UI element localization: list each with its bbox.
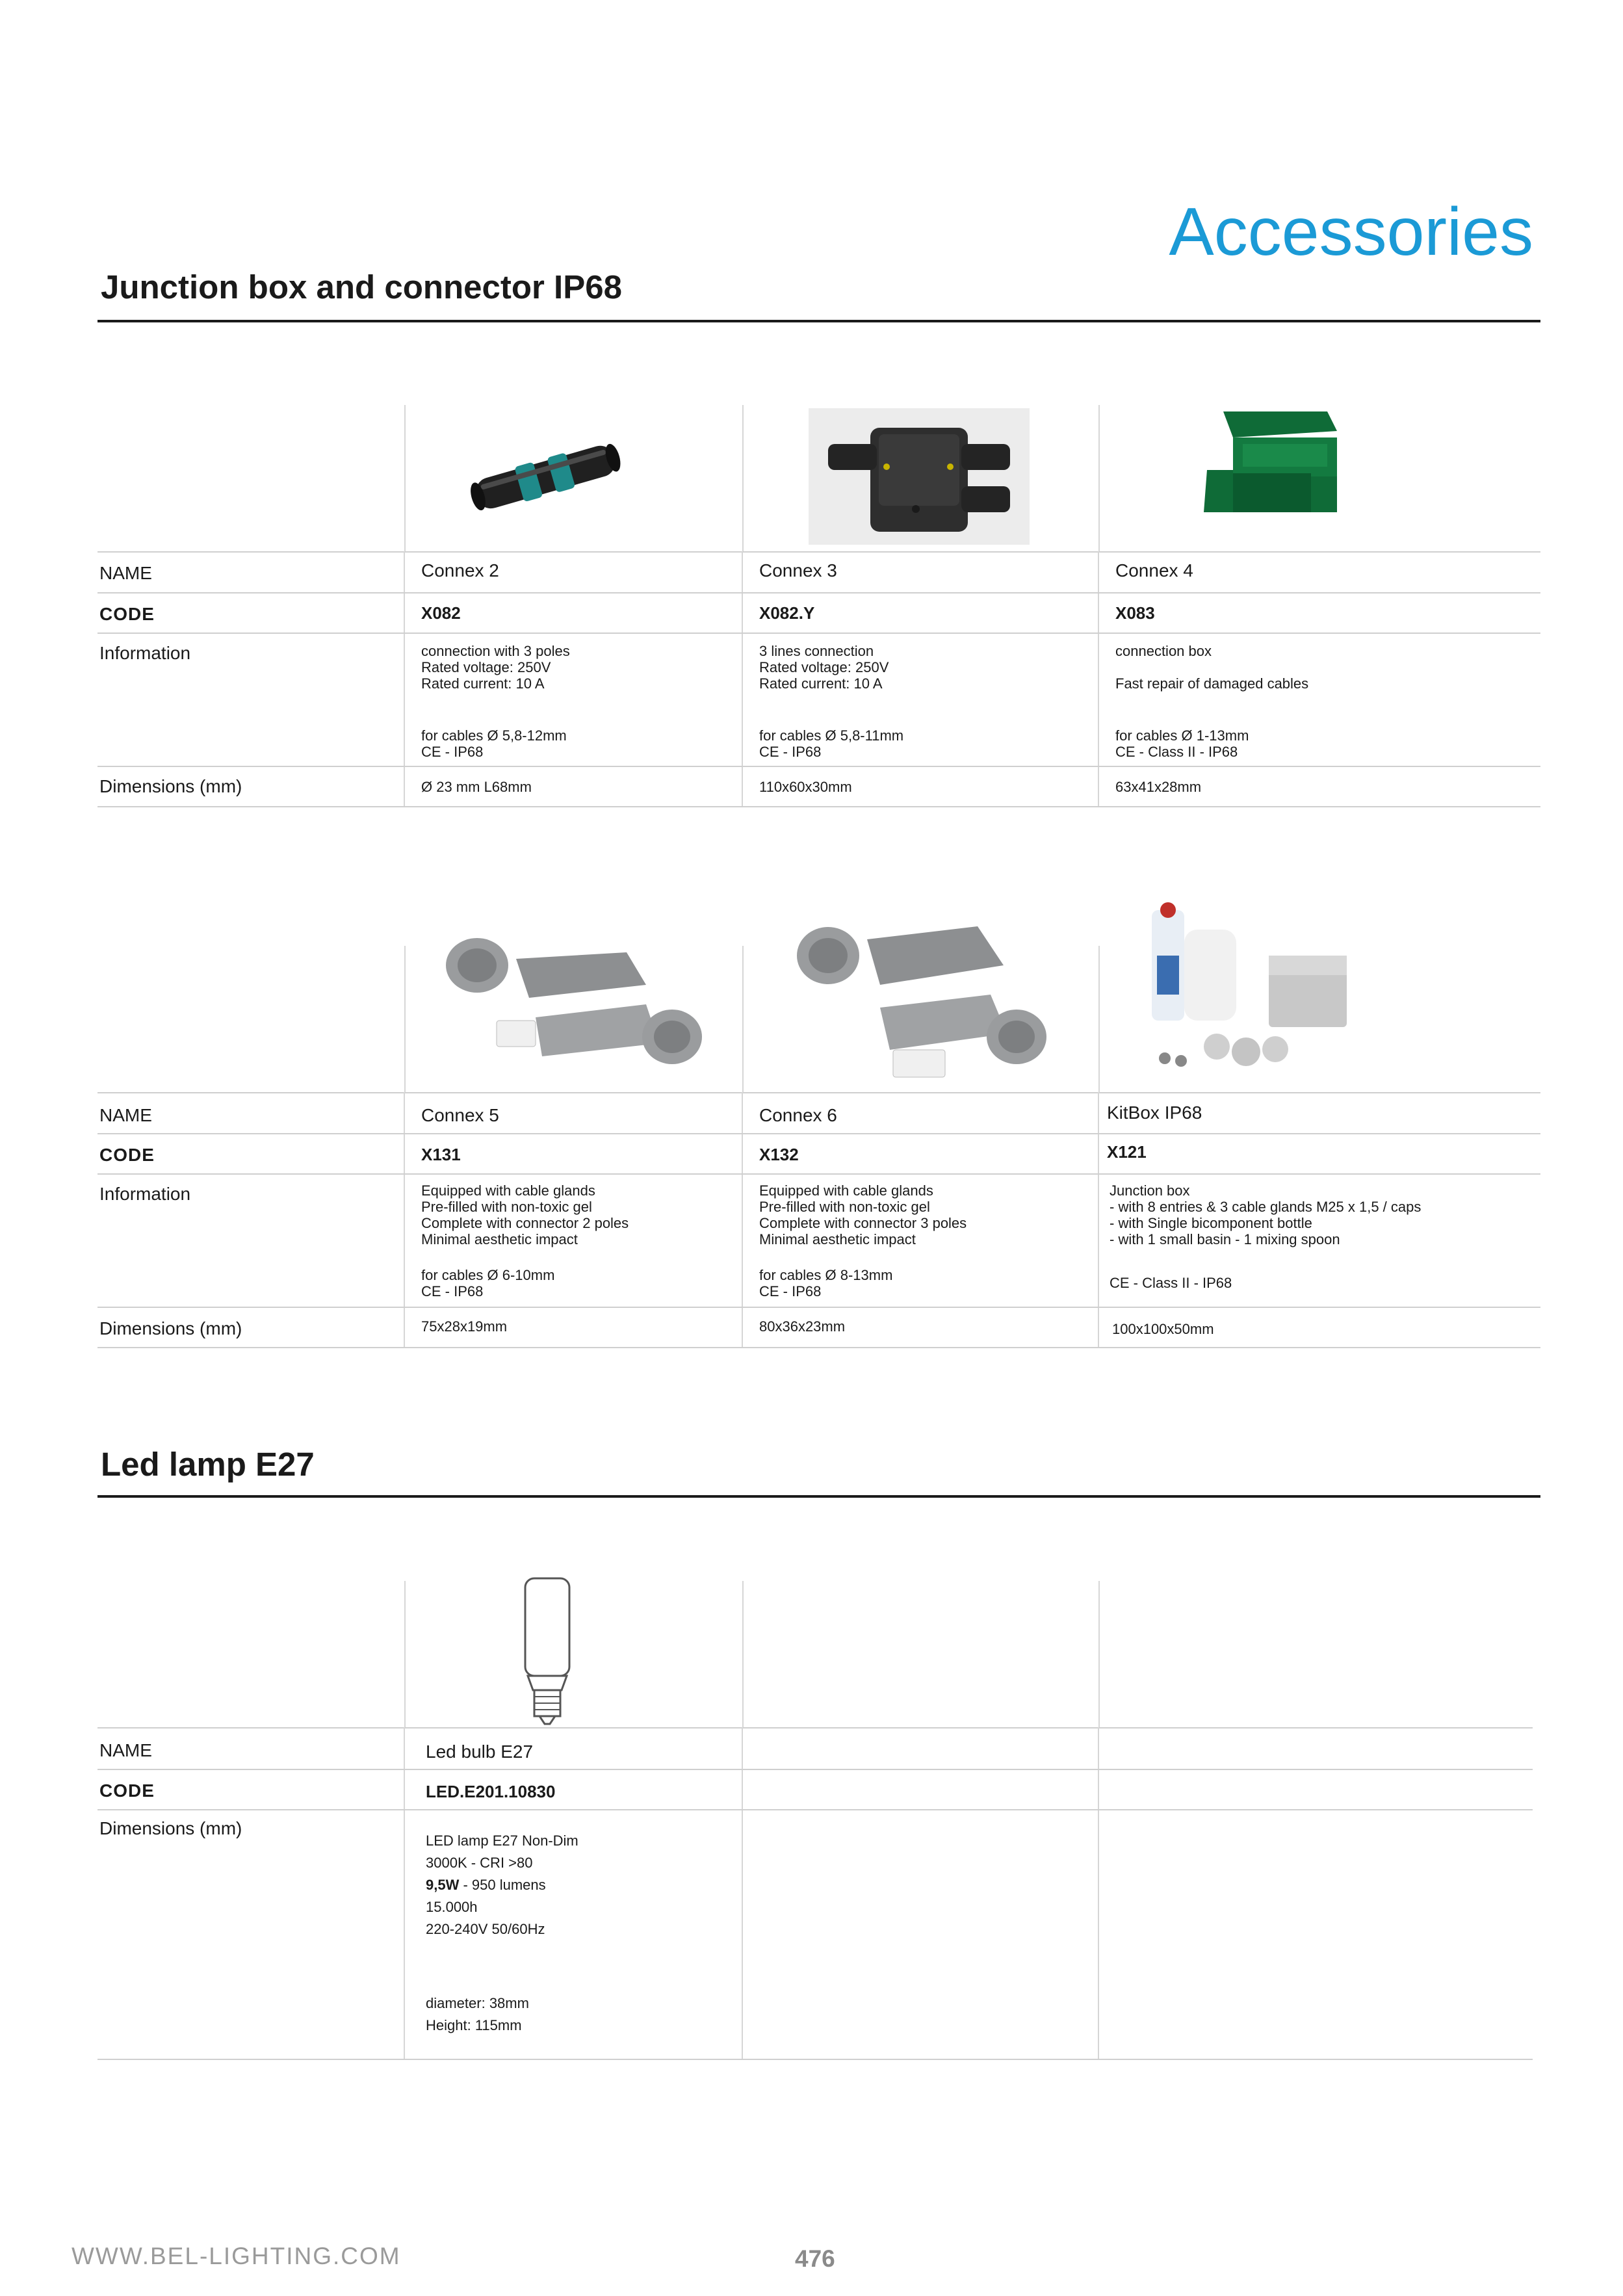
product-info: Equipped with cable glands Pre-filled with non-toxic gel Complete with connector 3 poles Minimal aesthetic impact for cables Ø 8-13mm CE - IP68 (742, 1174, 1098, 1307)
code-label: CODE (99, 1781, 155, 1801)
section-title-led-lamp: Led lamp E27 (101, 1446, 315, 1483)
connex-2-image (441, 434, 649, 519)
connex-3-image (809, 408, 1030, 545)
name-label: NAME (99, 1105, 152, 1125)
kitbox-ip68-image (1139, 891, 1353, 1086)
spec-table-row2 (97, 1092, 1540, 1348)
row-code (97, 593, 1540, 633)
dimensions-label: Dimensions (mm) (99, 776, 242, 796)
product-dimensions: 100x100x50mm (1112, 1321, 1214, 1337)
product-code: X082.Y (759, 603, 815, 623)
product-info: connection with 3 poles Rated voltage: 250V Rated current: 10 A for cables Ø 5,8-12mm CE - IP68 (404, 633, 742, 766)
section-title-junction: Junction box and connector IP68 (101, 268, 622, 306)
section-divider (97, 1495, 1540, 1498)
row-code (97, 1134, 1540, 1174)
product-images-row2 (97, 946, 1540, 1092)
dimensions-label: Dimensions (mm) (99, 1818, 242, 1838)
information-label: Information (99, 1184, 191, 1204)
spec-table-led (97, 1727, 1533, 2060)
connex-4-image (1194, 405, 1344, 535)
led-bulb-image (521, 1574, 573, 1727)
dimensions-label: Dimensions (mm) (99, 1318, 242, 1338)
category-title: Accessories (1169, 194, 1533, 270)
height-value: Height: 115mm (426, 2017, 522, 2033)
connex-6-image (783, 900, 1062, 1089)
row-dimensions (97, 1810, 1533, 2059)
product-dimensions: 63x41x28mm (1115, 779, 1202, 795)
product-code: X132 (759, 1145, 799, 1164)
footer-website: WWW.BEL-LIGHTING.COM (71, 2243, 401, 2269)
code-label: CODE (99, 1145, 155, 1165)
section-divider (97, 320, 1540, 322)
product-images-row1 (97, 405, 1540, 551)
product-code: X083 (1115, 603, 1155, 623)
page-number: 476 (795, 2245, 835, 2272)
information-label: Information (99, 643, 191, 663)
product-code: X082 (421, 603, 461, 623)
product-dimensions: Ø 23 mm L68mm (421, 779, 532, 795)
product-name: Connex 3 (759, 560, 837, 581)
led-specs: LED lamp E27 Non-Dim 3000K - CRI >80 9,5W - 950 lumens 15.000h 220-240V 50/60Hz diameter: 38mm Height: 115mm (404, 1810, 742, 2059)
product-name: Connex 4 (1115, 560, 1193, 581)
spec-table-row1 (97, 551, 1540, 807)
product-images-led (97, 1581, 1533, 1727)
row-dimensions (97, 766, 1540, 807)
product-info: connection box Fast repair of damaged cables for cables Ø 1-13mm CE - Class II - IP68 (1098, 633, 1540, 766)
product-name: Connex 6 (759, 1105, 837, 1125)
name-label: NAME (99, 563, 152, 583)
product-code: X131 (421, 1145, 461, 1164)
product-code: LED.E201.10830 (426, 1782, 556, 1801)
row-dimensions (97, 1307, 1540, 1348)
row-information (97, 1174, 1540, 1307)
product-name: Connex 2 (421, 560, 499, 581)
product-block-row2 (97, 946, 1540, 1348)
product-dimensions: 80x36x23mm (759, 1318, 846, 1335)
row-code (97, 1769, 1533, 1810)
product-block-led (97, 1581, 1533, 2060)
product-info: 3 lines connection Rated voltage: 250V Rated current: 10 A for cables Ø 5,8-11mm CE - IP68 (742, 633, 1098, 766)
product-info: Junction box - with 8 entries & 3 cable glands M25 x 1,5 / caps - with Single bicomponent bottle - with 1 small basin - 1 mixing spoon CE - Class II - IP68 (1098, 1174, 1540, 1307)
product-block-row1 (97, 405, 1540, 807)
row-name (97, 1093, 1540, 1134)
product-name: Connex 5 (421, 1105, 499, 1125)
code-label: CODE (99, 604, 155, 624)
product-info: Equipped with cable glands Pre-filled with non-toxic gel Complete with connector 2 poles Minimal aesthetic impact for cables Ø 6-10mm CE - IP68 (404, 1174, 742, 1307)
diameter-value: diameter: 38mm (426, 1995, 529, 2011)
product-name: KitBox IP68 (1107, 1102, 1202, 1123)
row-name (97, 552, 1540, 593)
row-name (97, 1728, 1533, 1769)
product-name: Led bulb E27 (426, 1742, 534, 1762)
connex-5-image (432, 907, 718, 1089)
product-dimensions: 110x60x30mm (759, 779, 852, 795)
power-value: 9,5W (426, 1877, 460, 1893)
name-label: NAME (99, 1740, 152, 1760)
product-dimensions: 75x28x19mm (421, 1318, 508, 1335)
row-information (97, 633, 1540, 766)
product-code: X121 (1107, 1142, 1147, 1162)
